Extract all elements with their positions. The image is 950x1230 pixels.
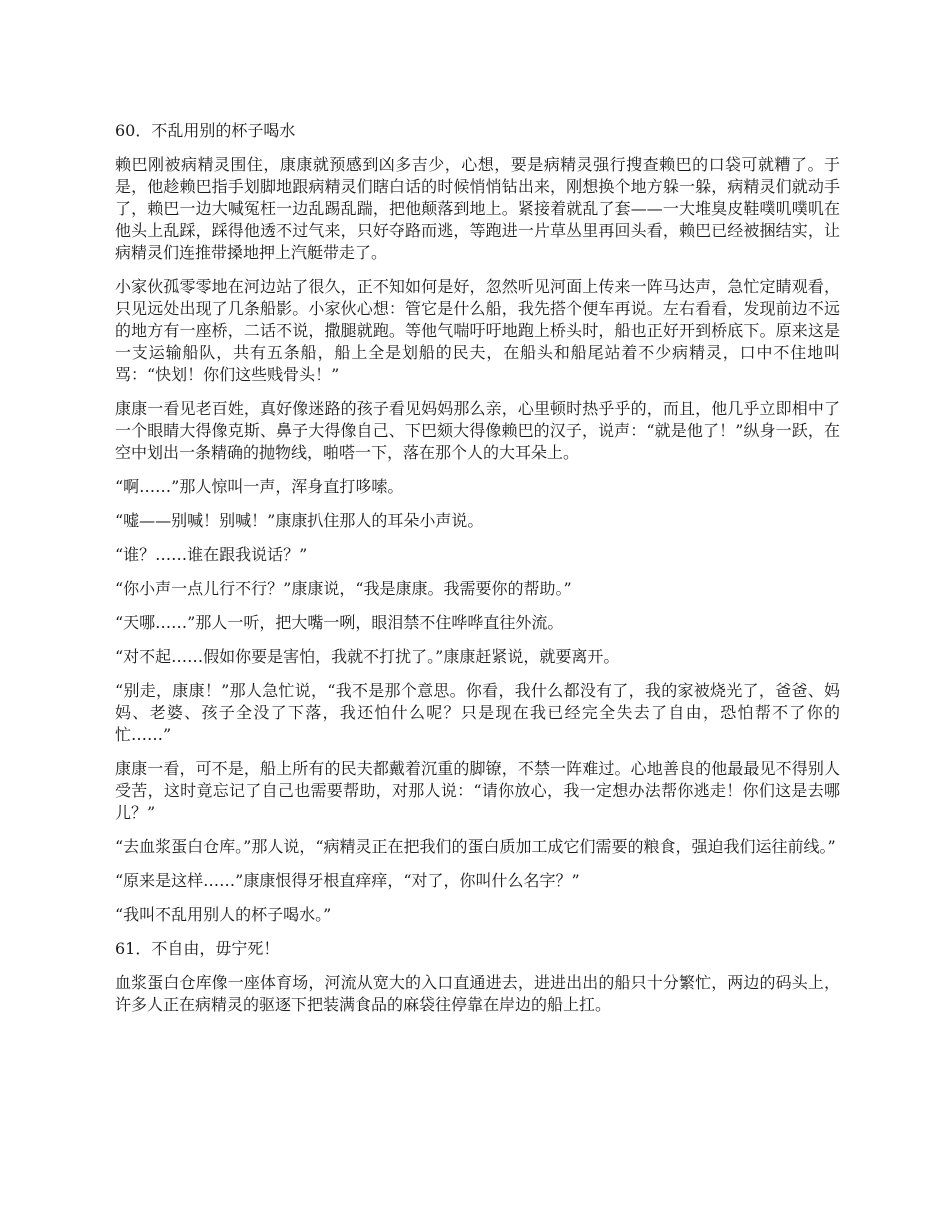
paragraph: “啊……”那人惊叫一声，浑身直打哆嗦。 — [115, 477, 404, 496]
document-page — [115, 120, 840, 1028]
chapter-heading-60: 60．不乱用别的杯子喝水 — [115, 121, 296, 140]
paragraph: “谁？……谁在跟我说话？” — [115, 545, 308, 564]
paragraph: “原来是这样……”康康恨得牙根直痒痒，“对了，你叫什么名字？” — [115, 871, 580, 890]
paragraph: “我叫不乱用别人的杯子喝水。” — [115, 905, 332, 924]
paragraph: 赖巴刚被病精灵围住，康康就预感到凶多吉少，心想，要是病精灵强行搜查赖巴的口袋可就糟了。于是，他趁赖巴指手划脚地跟病精灵们瞎白话的时候悄悄钻出来，刚想换个地方躲一躲，病精灵们就动手了，赖巴一边大喊冤枉一边乱踢乱踹，把他颠落到地上。紧接着就乱了套——一大堆臭皮鞋噗叽噗叽在他头上乱踩，踩得他透不过气来，只好夺路而逃，等跑进一片草丛里再回头看，赖巴已经被捆结实，让病精灵们连推带搡地押上汽艇带走了。 — [115, 155, 840, 262]
paragraph: “天哪……”那人一听，把大嘴一咧，眼泪禁不住哗哗直往外流。 — [115, 613, 564, 632]
paragraph: 康康一看见老百姓，真好像迷路的孩子看见妈妈那么亲，心里顿时热乎乎的，而且，他几乎立即相中了一个眼睛大得像克斯、鼻子大得像自己、下巴颏大得像赖巴的汉子，说声：“就是他了！”纵身一跃，在空中划出一条精确的抛物线，啪嗒一下，落在那个人的大耳朵上。 — [115, 399, 840, 462]
paragraph: 血浆蛋白仓库像一座体育场，河流从宽大的入口直通进去，进进出出的船只十分繁忙，两边的码头上，许多人正在病精灵的驱逐下把装满食品的麻袋往停靠在岸边的船上扛。 — [115, 973, 840, 1014]
paragraph: “去血浆蛋白仓库。”那人说，“病精灵正在把我们的蛋白质加工成它们需要的粮食，强迫我们运往前线。” — [115, 837, 836, 856]
chapter-heading-61: 61．不自由，毋宁死！ — [115, 939, 280, 958]
paragraph: 康康一看，可不是，船上所有的民夫都戴着沉重的脚镣，不禁一阵难过。心地善良的他最最见不得别人受苦，这时竟忘记了自己也需要帮助，对那人说：“请你放心，我一定想办法帮你逃走！你们这是去哪儿？” — [115, 759, 840, 822]
paragraph: “嘘——别喊！别喊！”康康扒住那人的耳朵小声说。 — [115, 511, 484, 530]
paragraph: 小家伙孤零零地在河边站了很久，正不知如何是好，忽然听见河面上传来一阵马达声，急忙定睛观看，只见远处出现了几条船影。小家伙心想：管它是什么船，我先搭个便车再说。左右看看，发现前边不远的地方有一座桥，二话不说，撒腿就跑。等他气喘吁吁地跑上桥头时，船也正好开到桥底下。原来这是一支运输船队，共有五条船，船上全是划船的民夫，在船头和船尾站着不少病精灵，口中不住地叫骂：“快划！你们这些贱骨头！” — [115, 277, 840, 384]
paragraph: “你小声一点儿行不行？”康康说，“我是康康。我需要你的帮助。” — [115, 579, 572, 598]
paragraph: “别走，康康！”那人急忙说，“我不是那个意思。你看，我什么都没有了，我的家被烧光了，爸爸、妈妈、老婆、孩子全没了下落，我还怕什么呢？只是现在我已经完全失去了自由，恐怕帮不了你的忙……” — [115, 681, 840, 744]
paragraph: “对不起……假如你要是害怕，我就不打扰了。”康康赶紧说，就要离开。 — [115, 647, 620, 666]
